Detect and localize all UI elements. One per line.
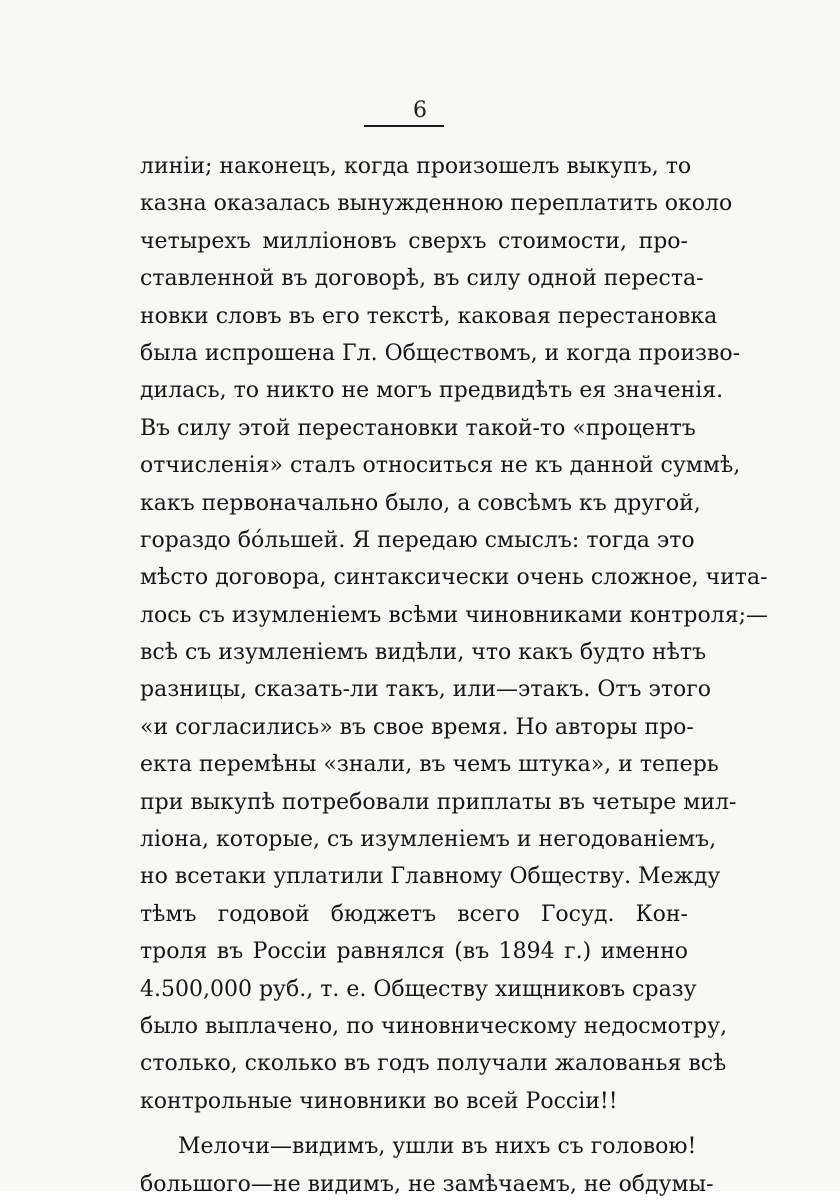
- text-line: Въ силу этой перестановки такой-то «процентъ: [140, 415, 696, 441]
- text-line: 4.500,000 руб., т. е. Обществу хищниковъ сразу: [140, 976, 697, 1002]
- text-line: контрольные чиновники во всей Россiи!!: [140, 1088, 618, 1114]
- text-line: дилась, то никто не могъ предвидѣть ея значенiя.: [140, 378, 724, 404]
- text-line: гораздо бо́льшей. Я передаю смыслъ: тогда это: [140, 527, 695, 553]
- text-line: всѣ съ изумленiемъ видѣли, что какъ будто нѣтъ: [140, 640, 707, 666]
- text-line: новки словъ въ его текстѣ, каковая перестановка: [140, 303, 718, 329]
- text-line: троля въ Россiи равнялся (въ 1894 г.) именно: [140, 939, 688, 965]
- text-line: четырехъ миллiоновъ сверхъ стоимости, про-: [140, 228, 688, 254]
- text-line: Мелочи—видимъ, ушли въ нихъ съ головою!: [178, 1134, 697, 1160]
- text-line: при выкупѣ потребовали приплаты въ четыре мил-: [140, 789, 737, 815]
- text-line: было выплачено, по чиновническому недосмотру,: [140, 1013, 728, 1039]
- text-line: «и согласились» въ свое время. Но авторы про-: [140, 714, 694, 740]
- text-line: лось съ изумленiемъ всѣми чиновниками контроля;—: [140, 602, 768, 628]
- page-number-rule: [364, 125, 444, 127]
- text-line: какъ первоначально было, а совсѣмъ къ другой,: [140, 490, 701, 516]
- page-number: 6: [413, 98, 427, 123]
- text-line: мѣсто договора, синтаксически очень сложное, чита-: [140, 565, 768, 591]
- text-line: разницы, сказать-ли такъ, или—этакъ. Отъ этого: [140, 677, 712, 703]
- text-line: тѣмъ годовой бюджетъ всего Госуд. Кон-: [140, 901, 688, 927]
- text-line: екта перемѣны «знали, въ чемъ штука», и теперь: [140, 752, 719, 778]
- text-line: была испрошена Гл. Обществомъ, и когда произво-: [140, 340, 741, 366]
- text-line: казна оказалась вынужденною переплатить около: [140, 191, 733, 217]
- text-line: но всетаки уплатили Главному Обществу. Между: [140, 864, 721, 890]
- text-line: столько, сколько въ годъ получали жалованья всѣ: [140, 1051, 727, 1077]
- text-line: отчисленiя» сталъ относиться не къ данной суммѣ,: [140, 453, 741, 479]
- text-line: ставленной въ договорѣ, въ силу одной переста-: [140, 266, 704, 292]
- text-line: лiона, которые, съ изумленiемъ и негодованiемъ,: [140, 827, 717, 853]
- text-line: большого—не видимъ, не замѣчаемъ, не обдумы-: [140, 1171, 714, 1197]
- text-line: линiи; наконецъ, когда произошелъ выкупъ, то: [140, 154, 692, 179]
- body-text: [140, 148, 768, 1203]
